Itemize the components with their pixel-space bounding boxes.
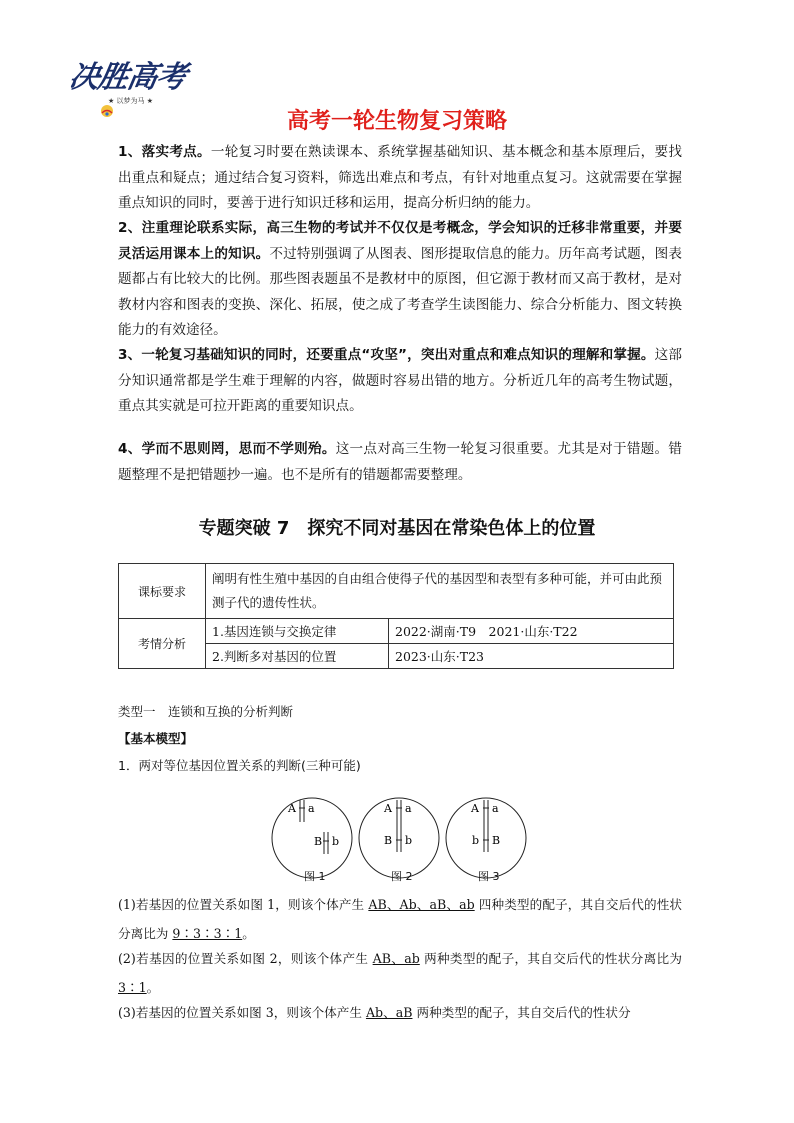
answer-text: 两种类型的配子，其自交后代的性状分离比为 [419,951,683,966]
answer-2 [118,944,682,1002]
paragraph-body: 不过特别强调了从图表、图形提取信息的能力。历年高考试题，图表题都占有比较大的比例。那些图表题虽不是教材中的原图，但它源于教材而又高于教材，是对教材内容和图表的变换、深化、拓展，使之成了考查学生读图能力、综合分析能力、图文转换能力的有效途径。 [118,245,683,338]
paragraph-body: 这部分知识通常都是学生难于理解的内容，做题时容易出错的地方。分析近几年的高考生物试题，重点其实就是可拉开距离的重要知识点。 [118,347,683,414]
strategy-paragraph-4 [118,437,682,488]
answer-text: (1)若基因的位置关系如图 1，则该个体产生 [118,897,369,912]
answer-blank: Ab、aB [365,1005,413,1020]
table-cell: 2022·湖南·T9 2021·山东·T22 [389,619,674,644]
allele-label: B [492,834,501,847]
table-row [119,619,674,644]
strategy-paragraph-2 [118,216,682,344]
allele-label: A [288,802,296,815]
figure-3-label: 图 3 [478,870,500,883]
type-heading: 类型一 连锁和互换的分析判断 [118,704,294,719]
figure-1-label: 图 1 [304,870,326,883]
page-title: 高考一轮生物复习策略 [286,109,507,134]
curriculum-table [118,563,674,669]
allele-label: a [308,802,315,815]
answer-text: 四种类型的配子，其自交后代的性状分离比为 [118,897,683,941]
table-cell: 阐明有性生殖中基因的自由组合使得子代的基因型和表型有多种可能，并可由此预测子代的遗传性状。 [206,564,674,619]
model-label: 【基本模型】 [118,731,194,746]
answer-text: 。 [242,926,255,941]
section-title: 专题突破 7 探究不同对基因在常染色体上的位置 [198,518,596,539]
answer-1 [118,890,682,948]
figure-1 [272,798,352,878]
table-cell: 2023·山东·T23 [389,644,674,669]
allele-label: A [471,802,479,815]
paragraph-lead: 1、落实考点。 [118,144,211,160]
paragraph-lead: 3、一轮复习基础知识的同时，还要重点“攻坚”，突出对重点和难点知识的理解和掌握。 [118,347,655,363]
table-head-cell: 课标要求 [119,564,206,619]
allele-label: A [384,802,392,815]
answer-blank: 9∶3∶3∶1 [172,926,243,941]
allele-label: b [405,834,413,847]
paragraph-body: 这一点对高三生物一轮复习很重要。尤其是对于错题。错题整理不是把错题抄一遍。也不是所有的错题都需要整理。 [118,441,682,483]
strategy-paragraph-1 [118,140,682,217]
logo-text: 决胜高考 [66,60,189,95]
table-row [119,564,674,619]
paragraph-body: 一轮复习时要在熟读课本、系统掌握基础知识、基本概念和基本原理后，要找出重点和疑点；通过结合复习资料，筛选出难点和考点，有针对地重点复习。这就需要在掌握重点知识的同时，要善于进行知识迁移和运用，提高分析归纳的能力。 [118,144,683,211]
answer-blank: AB、Ab、aB、ab [368,897,475,912]
allele-label: b [472,834,480,847]
table-cell: 1.基因连锁与交换定律 [206,619,389,644]
answer-text: 。 [146,980,160,995]
paragraph-lead: 2、注重理论联系实际，高三生物的考试并不仅仅是考概念，学会知识的迁移非常重要，并要灵活运用课本上的知识。 [118,220,682,262]
answer-text: 两种类型的配子，其自交后代的性状分 [412,1005,631,1020]
allele-label: a [492,802,499,815]
answer-text: (3)若基因的位置关系如图 3，则该个体产生 [118,1005,366,1020]
allele-label: b [332,835,340,848]
allele-label: B [384,834,393,847]
table-cell: 2.判断多对基因的位置 [206,644,389,669]
answer-blank: AB、ab [372,951,420,966]
question-heading: 1．两对等位基因位置关系的判断(三种可能) [118,758,361,773]
answer-blank: 3∶1 [118,980,147,995]
figure-2-label: 图 2 [391,870,413,883]
figure-2 [359,798,439,878]
logo-subtext: ★ 以梦为马 ★ [108,97,154,105]
figure-3 [446,798,526,878]
answer-3 [118,998,682,1027]
strategy-paragraph-3 [118,343,682,420]
allele-label: a [405,802,412,815]
paragraph-lead: 4、学而不思则罔，思而不学则殆。 [118,441,336,457]
allele-label: B [314,835,323,848]
table-head-cell: 考情分析 [119,619,206,669]
answer-text: (2)若基因的位置关系如图 2，则该个体产生 [118,951,373,966]
